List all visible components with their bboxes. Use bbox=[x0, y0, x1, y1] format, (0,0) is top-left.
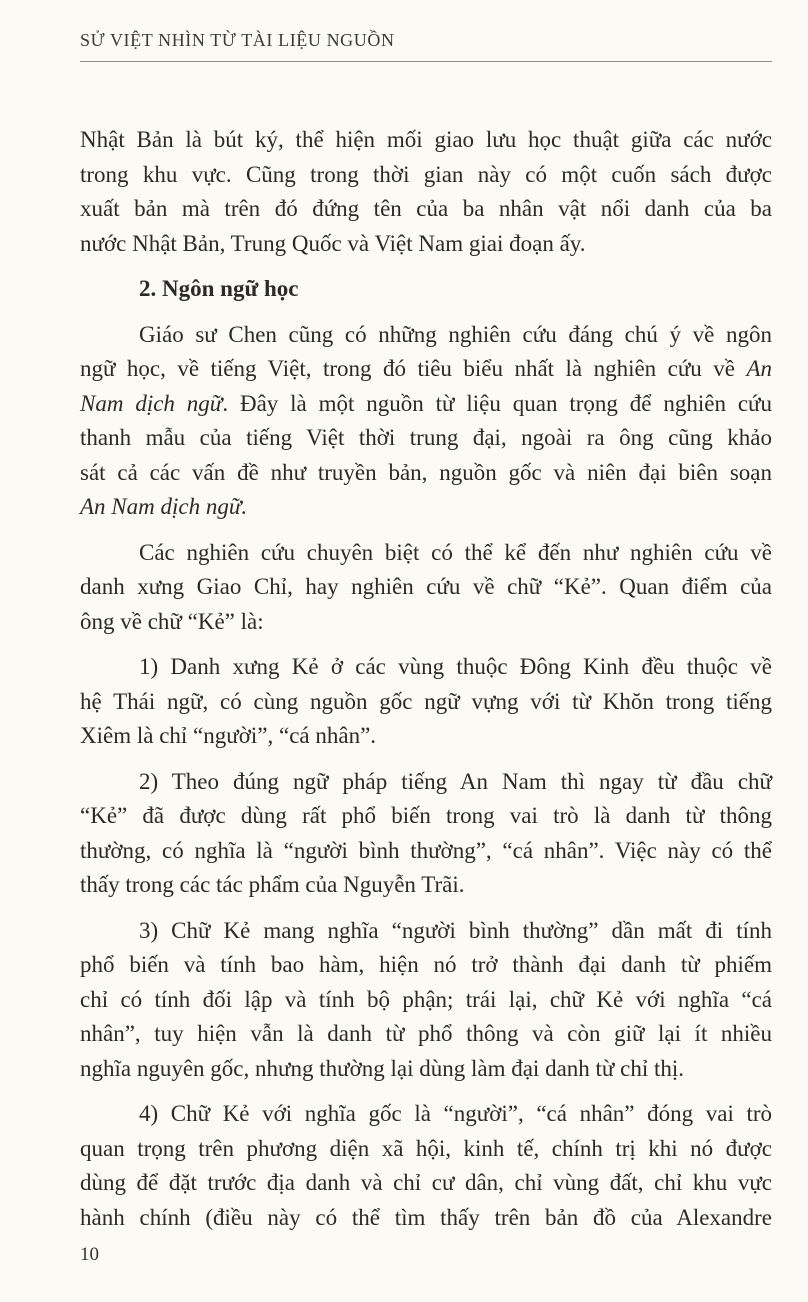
text-segment: Nhật Bản là bút ký, thể hiện mối giao lưu học thuật giữa các nước bbox=[80, 127, 772, 152]
paragraph bbox=[80, 914, 772, 1087]
paragraph bbox=[80, 650, 772, 754]
text-line bbox=[80, 605, 772, 640]
text-segment: nước Nhật Bản, Trung Quốc và Việt Nam giai đoạn ấy. bbox=[80, 230, 586, 256]
text-segment: “Kẻ” đã được dùng rất phổ biến trong vai trò là danh từ thông bbox=[80, 803, 772, 828]
italic-title-text: Nam dịch ngữ bbox=[80, 390, 223, 416]
text-line bbox=[80, 719, 772, 754]
text-segment: ngữ học, về tiếng Việt, trong đó tiêu biểu nhất là nghiên cứu về bbox=[80, 356, 747, 381]
text-line bbox=[80, 1017, 772, 1052]
text-line bbox=[80, 158, 772, 193]
page-number: 10 bbox=[80, 1244, 99, 1265]
text-line bbox=[80, 536, 772, 571]
paragraph bbox=[80, 123, 772, 261]
text-line bbox=[80, 192, 772, 227]
text-line bbox=[80, 490, 772, 525]
text-line bbox=[80, 352, 772, 387]
header-rule bbox=[80, 61, 772, 62]
text-line bbox=[80, 914, 772, 949]
italic-title-text: An Nam dịch ngữ. bbox=[80, 494, 248, 519]
text-line bbox=[80, 421, 772, 456]
text-line bbox=[80, 834, 772, 869]
text-segment: thanh mẫu của tiếng Việt thời trung đại, ngoài ra ông cũng khảo bbox=[80, 425, 772, 450]
text-line bbox=[80, 868, 772, 903]
text-segment: trong khu vực. Cũng trong thời gian này có một cuốn sách được bbox=[80, 161, 772, 187]
text-segment: nghĩa nguyên gốc, nhưng thường lại dùng làm đại danh từ chỉ thị. bbox=[80, 1055, 685, 1081]
text-segment: hệ Thái ngữ, có cùng nguồn gốc ngữ vựng với từ Khŏn trong tiếng bbox=[80, 688, 772, 714]
paragraph bbox=[80, 318, 772, 525]
text-segment: xuất bản mà trên đó đứng tên của ba nhân vật nổi danh của ba bbox=[80, 196, 772, 221]
text-segment: 1) Danh xưng Kẻ ở các vùng thuộc Đông Kinh đều thuộc về bbox=[139, 654, 772, 679]
text-segment: Giáo sư Chen cũng có những nghiên cứu đáng chú ý về ngôn bbox=[139, 321, 772, 347]
text-line bbox=[80, 1132, 772, 1167]
text-segment: danh xưng Giao Chỉ, hay nghiên cứu về chữ “Kẻ”. Quan điểm của bbox=[80, 574, 772, 599]
text-segment: 3) Chữ Kẻ mang nghĩa “người bình thường” dần mất đi tính bbox=[139, 917, 772, 943]
text-line bbox=[80, 570, 772, 605]
paragraph bbox=[80, 536, 772, 640]
text-line bbox=[80, 227, 772, 262]
section-heading bbox=[80, 272, 772, 307]
text-line bbox=[80, 387, 772, 422]
text-segment: Các nghiên cứu chuyên biệt có thể kể đến như nghiên cứu về bbox=[139, 539, 772, 565]
paragraph bbox=[80, 765, 772, 903]
text-segment: hành chính (điều này có thể tìm thấy trên bản đồ của Alexandre bbox=[80, 1204, 772, 1230]
text-segment: . Đây là một nguồn từ liệu quan trọng để nghiên cứu bbox=[222, 390, 772, 416]
text-segment: thấy trong các tác phẩm của Nguyễn Trãi. bbox=[80, 872, 465, 897]
text-line bbox=[80, 456, 772, 491]
text-line bbox=[80, 948, 772, 983]
text-segment: ông về chữ “Kẻ” là: bbox=[80, 608, 264, 634]
text-line bbox=[80, 765, 772, 800]
text-segment: 2) Theo đúng ngữ pháp tiếng An Nam thì ngay từ đầu chữ bbox=[139, 768, 772, 794]
text-line bbox=[80, 1166, 772, 1201]
text-segment: Xiêm là chỉ “người”, “cá nhân”. bbox=[80, 723, 377, 748]
text-line bbox=[80, 799, 772, 834]
text-segment: 4) Chữ Kẻ với nghĩa gốc là “người”, “cá nhân” đóng vai trò bbox=[139, 1101, 772, 1126]
running-head-title: SỬ VIỆT NHÌN TỪ TÀI LIỆU NGUỒN bbox=[80, 30, 395, 50]
text-segment: phổ biến và tính bao hàm, hiện nó trở thành đại danh từ phiếm bbox=[80, 952, 772, 977]
text-line bbox=[80, 650, 772, 685]
text-segment: dùng để đặt trước địa danh và chỉ cư dân, chỉ vùng đất, chỉ khu vực bbox=[80, 1170, 772, 1195]
text-segment: thường, có nghĩa là “người bình thường”, “cá nhân”. Việc này có thể bbox=[80, 837, 772, 863]
text-segment: 2. Ngôn ngữ học bbox=[139, 276, 299, 301]
text-line bbox=[80, 1052, 772, 1087]
paragraph bbox=[80, 1097, 772, 1235]
page-body-text bbox=[80, 123, 772, 1246]
text-segment: chỉ có tính đối lập và tính bộ phận; trái lại, chữ Kẻ với nghĩa “cá bbox=[80, 986, 772, 1012]
text-line bbox=[80, 1201, 772, 1236]
text-line bbox=[80, 272, 772, 307]
text-segment: sát cả các vấn đề như truyền bản, nguồn gốc và niên đại biên soạn bbox=[80, 459, 772, 485]
text-line bbox=[80, 123, 772, 158]
text-segment: nhân”, tuy hiện vẫn là danh từ phổ thông và còn giữ lại ít nhiều bbox=[80, 1021, 772, 1046]
text-line bbox=[80, 685, 772, 720]
text-line bbox=[80, 983, 772, 1018]
text-segment: quan trọng trên phương diện xã hội, kinh tế, chính trị khi nó được bbox=[80, 1135, 772, 1161]
italic-title-text: An bbox=[746, 356, 772, 381]
text-line bbox=[80, 1097, 772, 1132]
text-line bbox=[80, 318, 772, 353]
